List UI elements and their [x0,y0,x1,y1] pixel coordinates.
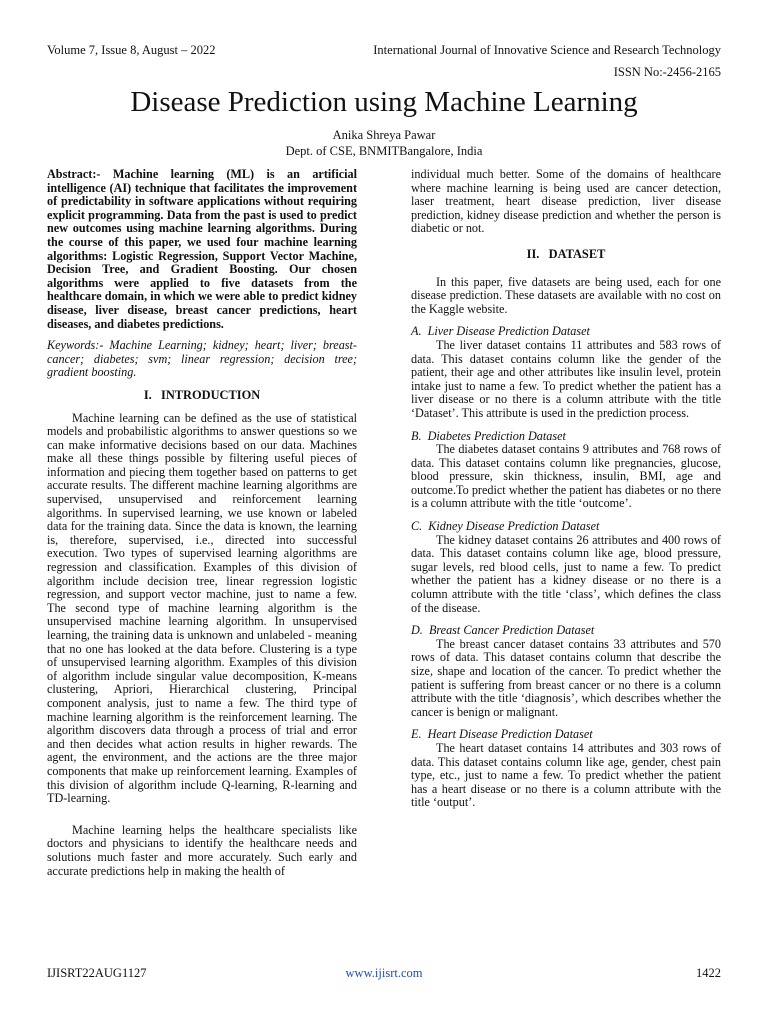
diabetes-text: The diabetes dataset contains 9 attributes and 768 rows of data. This dataset contains column like pregnancies, glucose, blood pressure, skin thickness, insulin, BMI, age and outcome.To predict whether the patient has diabetes or no there is a column attribute with the title ‘outcome’. [411,442,721,511]
abstract: Abstract:- Machine learning (ML) is an artificial intelligence (AI) technique that facilitates the improvement of predictability in software applications without requiring explicit programming. Data from the past is used to predict new outcomes using machine learning algorithms. During the course of this paper, we used four machine learning algorithms: Logistic Regression, Support Vector Machine, Decision Tree, and Gradient Boosting. Our chosen algorithms were applied to five datasets from the healthcare domain, in which we were able to predict kidney disease, liver disease, breast cancer predictions, heart diseases, and diabetes predictions. [47,167,357,331]
right-column [411,168,721,810]
header-issn: ISSN No:-2456-2165 [613,65,721,79]
intro-continuation: individual much better. Some of the domains of healthcare where machine learning is being used are cancer detection, laser treatment, heart disease prediction, liver disease prediction, kidney disease prediction and whether the person is diabetic or not. [411,167,721,236]
heart-text: The heart dataset contains 14 attributes and 303 rows of data. This dataset contains column like age, gender, chest pain type, etc., just to name a few. To predict whether the patient has a heart disease or no there is a column attribute with the title ‘output’. [411,740,721,810]
author-affiliation: Dept. of CSE, BNMITBangalore, India [285,144,483,158]
subheading-liver: A. Liver Disease Prediction Dataset [411,324,590,339]
header-volume: Volume 7, Issue 8, August – 2022 [47,43,216,57]
intro-paragraph-2: Machine learning helps the healthcare specialists like doctors and physicians to identify the healthcare needs and solutions much faster and more accurately. Such early and accurate predictions help in making the health of [47,822,357,878]
footer-page-number: 1422 [696,966,721,980]
intro-paragraph-1: Machine learning can be defined as the use of statistical models and probabilistic algorithms to answer questions so we can make informative decisions based on our data. Machines make all these things possible by filtering useful pieces of information and piecing them together based on patterns to get accurate results. The different machine learning algorithms are supervised, unsupervised and reinforcement learning algorithms. In supervised learning, we use known or labeled data for the training data. Since the data is known, the learning is, therefore, supervised, i.e., directed into successful execution. Two types of supervised learning algorithms are regression and classification. Examples of this division of algorithm include decision tree, linear regression logistic regression, and support vector machine, just to name a few. The second type of machine learning algorithm is the unsupervised machine learning algorithm. In unsupervised learning, the training data is unknown and unlabeled - meaning that no one has looked at the data before. Clustering is a type of unsupervised learning algorithm. Examples of this division of algorithm include singular value decomposition, K-means clustering, Apriori, Hierarchical clustering, Principal component analysis, just to name a few. The third type of machine learning algorithm is the reinforcement learning. The algorithm discovers data through a process of trial and error and then decides what action results in higher rewards. The agent, the environment, and the actions are the three major components that make up reinforcement learning. Examples of this division of algorithm include Q-learning, R-learning and TD-learning. [47,410,357,806]
paper-title: Disease Prediction using Machine Learning [130,86,638,118]
left-column [47,168,357,878]
subheading-diabetes: B. Diabetes Prediction Dataset [411,428,566,443]
footer-link[interactable]: www.ijisrt.com [345,966,423,980]
breast-cancer-text: The breast cancer dataset contains 33 attributes and 570 rows of data. This dataset contains column that describe the size, shape and location of the cancer. To predict whether the patient is suffering from breast cancer or no there is a column attribute with the title ‘diagnosis’, which describes whether the cancer is benign or malignant. [411,636,721,719]
header-journal: International Journal of Innovative Science and Research Technology [373,43,721,57]
author-block [0,127,768,159]
author-name: Anika Shreya Pawar [332,128,436,142]
keywords: Keywords:- Machine Learning; kidney; heart; liver; breast- cancer; diabetes; svm; linear regression; decision tree; gradient boosting. [47,338,357,380]
section-heading-introduction: I. INTRODUCTION [143,387,261,402]
dataset-intro: In this paper, five datasets are being used, each for one disease prediction. These datasets are available with no cost on the Kaggle website. [411,274,721,316]
kidney-text: The kidney dataset contains 26 attributes and 400 rows of data. This dataset contains column like age, blood pressure, sugar levels, red blood cells, just to name a few. To predict whether the patient has a kidney disease or no there is a column attribute with the title ‘class’, which defines the class of the disease. [411,532,721,615]
section-heading-dataset: II. DATASET [526,246,606,261]
footer-paper-id: IJISRT22AUG1127 [47,966,147,980]
liver-text: The liver dataset contains 11 attributes and 583 rows of data. This dataset contains column like the gender of the patient, their age and other attributes like insulin level, protein intake just to name a few. To predict whether the patient has a liver disease or no there is a column attribute with the title ‘Dataset’. This attribute is used in the prediction process. [411,337,721,420]
subheading-heart: E. Heart Disease Prediction Dataset [411,727,593,742]
subheading-breast-cancer: D. Breast Cancer Prediction Dataset [411,623,595,638]
subheading-kidney: C. Kidney Disease Prediction Dataset [411,519,600,534]
